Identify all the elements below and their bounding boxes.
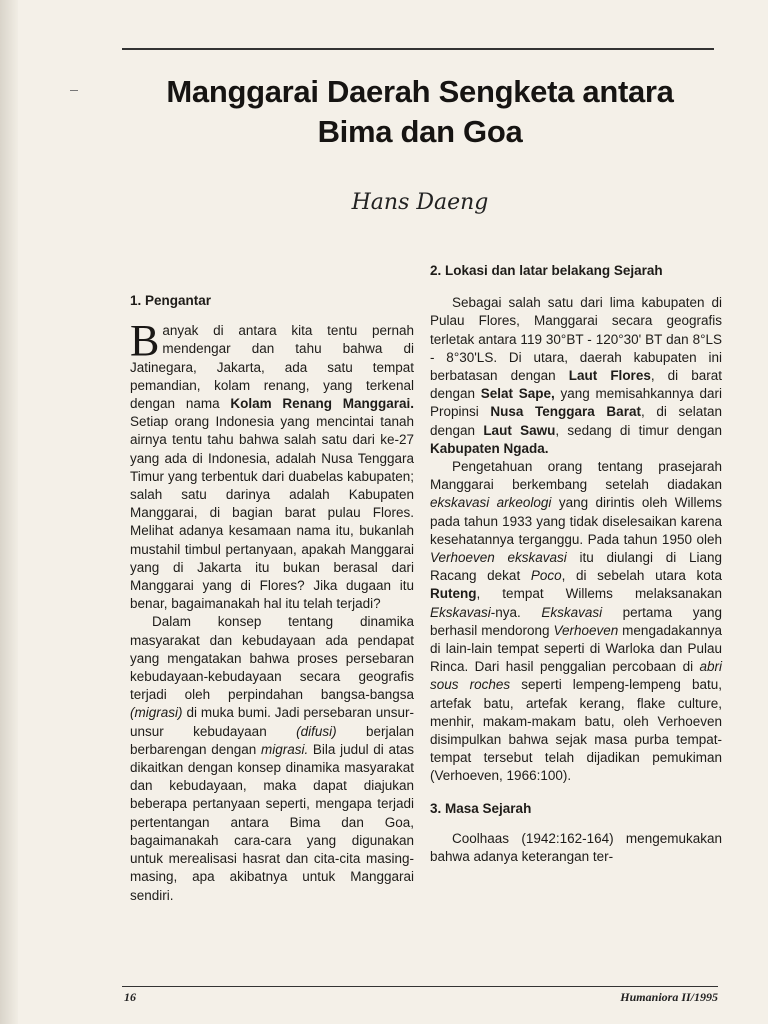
text-run: , sedang di timur dengan [555, 422, 722, 438]
text-run: itu diulangi di Liang Racang dekat [430, 550, 722, 584]
paragraph [430, 458, 722, 786]
text-run: , di barat dengan [430, 368, 723, 402]
section-heading-lokasi: 2. Lokasi dan latar belakang Sejarah [430, 263, 663, 278]
section-heading-pengantar: 1. Pengantar [130, 293, 212, 308]
text-run: berjalan berbarengan dengan [130, 723, 414, 757]
bold-term: Laut Flores [568, 368, 651, 384]
text-run: yang memisahkannya dari Propinsi [430, 386, 722, 420]
bold-term: Nusa Tenggara Barat [490, 404, 641, 420]
text-run: , di sebelah utara kota [561, 568, 723, 584]
top-rule [122, 48, 714, 50]
paragraph-text [130, 316, 414, 612]
paragraph [130, 613, 414, 904]
text-run: Bila judul di atas dikaitkan dengan konsep dinamika masyarakat dan kebudayaan, maka dapat diajukan beberapa pertanyaan seperti, mengapa terjadi pertentangan antara Bima dan Goa, bagaimanakah cara-cara yang digunakan untuk merealisasi hasrat dan cita-cita masing-masing, apa akibatnya untuk Manggarai sendiri. [130, 741, 414, 903]
margin-mark [70, 90, 78, 91]
italic-term: Ekskavasi [541, 604, 603, 620]
spacer [430, 786, 722, 800]
paragraph [430, 830, 722, 866]
right-column [430, 262, 722, 866]
text-run: Dalam konsep tentang dinamika masyarakat dan kebudayaan ada pendapat yang mengatakan bahwa proses persebaran kebudayaan-kebudayaan secara geografis terjadi oleh perpindahan bangsa-bangsa [130, 614, 414, 703]
page-number: 16 [124, 990, 136, 1004]
italic-term: Verhoeven ekskavasi [430, 550, 567, 566]
title-line-2: Bima dan Goa [317, 114, 523, 149]
text-run: -nya. [490, 604, 542, 620]
text-run: yang dirintis oleh Willems pada tahun 1933 yang tidak diselesaikan karena kesehatannya terganggu. Pada tahun 1950 oleh [430, 495, 722, 547]
italic-term: migrasi. [260, 741, 309, 757]
text-run: , di selatan dengan [430, 404, 722, 438]
section-heading-masa-sejarah: 3. Masa Sejarah [430, 800, 532, 816]
text-run: anyak di antara kita tentu pernah mendengar dan tahu bahwa di Jatinegara, Jakarta, ada satu tempat pemandian, kolam renang, yang terkenal dengan nama [130, 323, 414, 412]
bold-term: Laut Sawu [483, 422, 556, 438]
bottom-rule [122, 986, 718, 987]
text-run: Setiap orang Indonesia yang mencintai tanah airnya tentu tahu bahwa salah satu dari ke-27 yang ada di Indonesia, adalah Nusa Tenggara Timur yang terbentuk dari duabelas kabupaten; salah satu darinya adalah Kabupaten Manggarai, di bagian barat pulau Flores. Melihat adanya kesamaan nama itu, bukanlah mustahil timbul pertanyaan, apakah Manggarai yang di Jakarta itu bukan berasal dari Manggarai yang di Flores? Jika dugaan itu benar, bagaimanakah hal itu telah terjadi? [130, 414, 414, 612]
drop-cap: B [130, 316, 160, 366]
italic-term: Ekskavasi [430, 604, 491, 620]
left-column [130, 292, 414, 905]
italic-term: ekskavasi arkeologi [430, 495, 552, 511]
italic-term: (difusi) [296, 723, 337, 739]
text-run: mengadakannya di lain-lain tempat seperti di Warloka dan Pulau Rinca. Dari hasil penggalian percobaan di [430, 622, 723, 675]
italic-term: Poco [530, 568, 562, 584]
text-run: seperti lempeng-lempeng batu, artefak batu, artefak kerang, flake culture, menhir, makam-makam batu, oleh Verhoeven disimpulkan bahwa sejak masa purba tempat-tempat tersebut telah dijadikan pemukiman (Verhoeven, 1966:100). [430, 677, 722, 784]
author-name: Hans Daeng [351, 190, 489, 215]
article-title [122, 72, 718, 152]
bold-term: Selat Sape, [480, 386, 555, 402]
italic-term: (migrasi) [130, 705, 183, 721]
bold-term: Kabupaten Ngada. [430, 440, 549, 456]
title-line-1: Manggarai Daerah Sengketa antara [166, 74, 674, 109]
text-run: Sebagai salah satu dari lima kabupaten di Pulau Flores, Manggarai secara geografis terletak antara 119 30°BT - 120°30' BT dan 8°LS - 8°30'LS. Di utara, daerah kabupaten ini berbatasan dengan [430, 295, 722, 384]
text-run: Pengetahuan orang tentang prasejarah Manggarai berkembang setelah diadakan [430, 459, 722, 493]
italic-term: abri sous roches [430, 659, 722, 693]
page-edge-shadow [0, 0, 18, 1024]
italic-term: Verhoeven [553, 622, 619, 638]
paragraph [430, 294, 722, 458]
text-run: , tempat Willems melaksanakan [476, 586, 722, 602]
journal-name: Humaniora II/1995 [620, 990, 718, 1004]
paragraph [130, 316, 414, 613]
text-run: di muka bumi. Jadi persebaran unsur-unsur kebudayaan [130, 705, 414, 739]
bold-term: Kolam Renang Manggarai. [230, 396, 414, 412]
text-run: pertama yang berhasil mendorong [430, 604, 722, 638]
text-run: Coolhaas (1942:162-164) mengemukakan bahwa adanya keterangan ter- [430, 830, 722, 865]
bold-term: Ruteng [430, 586, 477, 602]
